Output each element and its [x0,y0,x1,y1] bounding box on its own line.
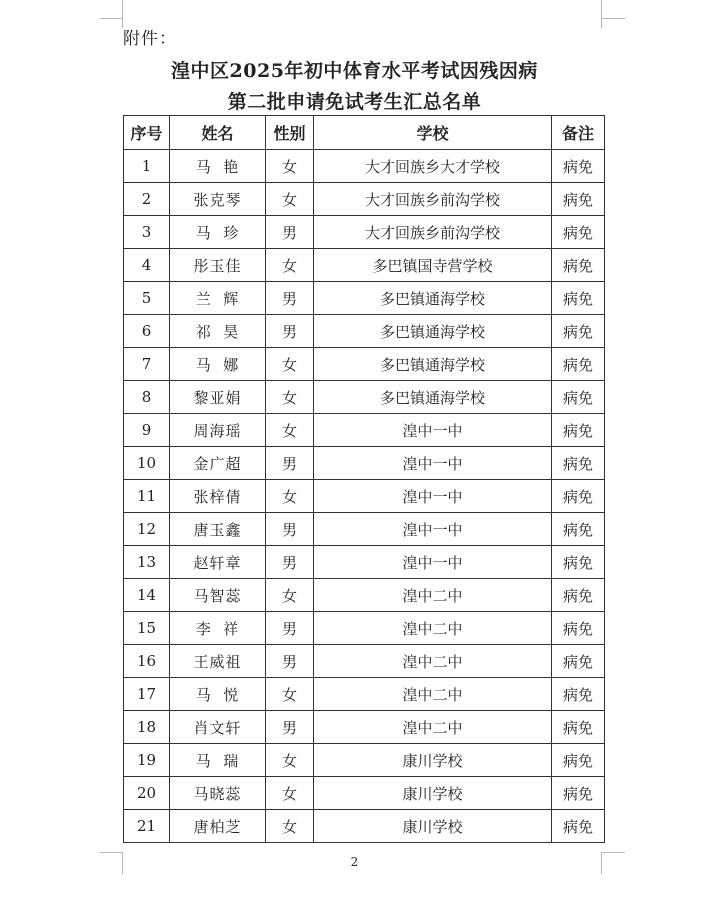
index-cell: 7 [124,348,170,381]
table-row [124,315,605,348]
header-cell-name: 姓名 [170,116,266,150]
attachment-label: 附件： [123,29,177,49]
school-cell: 湟中二中 [314,711,552,744]
remark-cell: 病免 [552,513,605,546]
name-cell: 唐柏芝 [170,810,266,843]
name-cell: 彤玉佳 [170,249,266,282]
gender-cell: 女 [266,414,314,447]
table-body [124,150,605,843]
table-row [124,282,605,315]
school-cell: 多巴镇通海学校 [314,381,552,414]
remark-cell: 病免 [552,711,605,744]
name-cell: 王威祖 [170,645,266,678]
table-row [124,216,605,249]
index-cell: 4 [124,249,170,282]
gender-cell: 女 [266,744,314,777]
remark-cell: 病免 [552,579,605,612]
remark-cell: 病免 [552,414,605,447]
index-cell: 20 [124,777,170,810]
gender-cell: 男 [266,612,314,645]
name-cell: 马 艳 [170,150,266,183]
name-cell: 祁 昊 [170,315,266,348]
name-cell: 兰 辉 [170,282,266,315]
remark-cell: 病免 [552,744,605,777]
page-number: 2 [350,855,359,869]
remark-cell: 病免 [552,612,605,645]
gender-cell: 女 [266,777,314,810]
crop-mark [601,18,625,19]
school-cell: 湟中一中 [314,480,552,513]
header-cell-remark: 备注 [552,116,605,150]
index-cell: 1 [124,150,170,183]
table-row [124,711,605,744]
document-title-line-2: 第二批申请免试考生汇总名单 [227,91,482,113]
table-row [124,183,605,216]
gender-cell: 女 [266,678,314,711]
gender-cell: 女 [266,348,314,381]
remark-cell: 病免 [552,183,605,216]
gender-cell: 男 [266,711,314,744]
index-cell: 2 [124,183,170,216]
name-cell: 赵轩章 [170,546,266,579]
school-cell: 大才回族乡前沟学校 [314,183,552,216]
name-cell: 张梓倩 [170,480,266,513]
index-cell: 8 [124,381,170,414]
school-cell: 湟中一中 [314,546,552,579]
gender-cell: 男 [266,645,314,678]
table-row [124,480,605,513]
index-cell: 6 [124,315,170,348]
index-cell: 3 [124,216,170,249]
index-cell: 5 [124,282,170,315]
gender-cell: 男 [266,513,314,546]
name-cell: 肖文轩 [170,711,266,744]
school-cell: 湟中一中 [314,513,552,546]
name-cell: 张克琴 [170,183,266,216]
school-cell: 大才回族乡大才学校 [314,150,552,183]
index-cell: 19 [124,744,170,777]
remark-cell: 病免 [552,546,605,579]
index-cell: 21 [124,810,170,843]
remark-cell: 病免 [552,777,605,810]
school-cell: 多巴镇通海学校 [314,348,552,381]
school-cell: 多巴镇通海学校 [314,315,552,348]
name-cell: 金广超 [170,447,266,480]
table-row [124,249,605,282]
name-cell: 马 瑞 [170,744,266,777]
gender-cell: 女 [266,249,314,282]
table-row [124,645,605,678]
remark-cell: 病免 [552,810,605,843]
name-cell: 马 悦 [170,678,266,711]
gender-cell: 女 [266,480,314,513]
remark-cell: 病免 [552,249,605,282]
gender-cell: 男 [266,546,314,579]
school-cell: 湟中一中 [314,414,552,447]
remark-cell: 病免 [552,645,605,678]
table-row [124,744,605,777]
index-cell: 17 [124,678,170,711]
table-row [124,777,605,810]
school-cell: 康川学校 [314,777,552,810]
remark-cell: 病免 [552,480,605,513]
crop-mark [601,0,602,28]
name-cell: 李 祥 [170,612,266,645]
table-row [124,546,605,579]
school-cell: 湟中一中 [314,447,552,480]
name-cell: 马 娜 [170,348,266,381]
table-row [124,612,605,645]
table-row [124,678,605,711]
crop-mark [601,852,625,853]
remark-cell: 病免 [552,150,605,183]
remark-cell: 病免 [552,678,605,711]
school-cell: 湟中二中 [314,612,552,645]
name-cell: 黎亚娟 [170,381,266,414]
name-cell: 马晓蕊 [170,777,266,810]
gender-cell: 女 [266,150,314,183]
gender-cell: 男 [266,282,314,315]
table-row [124,579,605,612]
name-cell: 马智蕊 [170,579,266,612]
crop-mark [100,18,122,19]
header-cell-index: 序号 [124,116,170,150]
table-row [124,513,605,546]
index-cell: 13 [124,546,170,579]
index-cell: 18 [124,711,170,744]
index-cell: 16 [124,645,170,678]
remark-cell: 病免 [552,381,605,414]
remark-cell: 病免 [552,216,605,249]
school-cell: 康川学校 [314,744,552,777]
table-header-row [124,116,605,150]
school-cell: 康川学校 [314,810,552,843]
remark-cell: 病免 [552,348,605,381]
header-cell-gender: 性别 [266,116,314,150]
table-row [124,810,605,843]
index-cell: 9 [124,414,170,447]
index-cell: 15 [124,612,170,645]
name-cell: 唐玉鑫 [170,513,266,546]
header-cell-school: 学校 [314,116,552,150]
name-cell: 周海瑶 [170,414,266,447]
school-cell: 大才回族乡前沟学校 [314,216,552,249]
school-cell: 多巴镇通海学校 [314,282,552,315]
gender-cell: 女 [266,579,314,612]
exemption-roster-table [123,115,605,843]
gender-cell: 男 [266,216,314,249]
table-row [124,348,605,381]
document-title-line-1: 湟中区2025年初中体育水平考试因残因病 [171,60,538,82]
table-row [124,447,605,480]
gender-cell: 女 [266,810,314,843]
remark-cell: 病免 [552,282,605,315]
remark-cell: 病免 [552,315,605,348]
gender-cell: 女 [266,183,314,216]
school-cell: 湟中二中 [314,678,552,711]
index-cell: 10 [124,447,170,480]
table-row [124,414,605,447]
index-cell: 14 [124,579,170,612]
remark-cell: 病免 [552,447,605,480]
name-cell: 马 珍 [170,216,266,249]
school-cell: 湟中二中 [314,645,552,678]
table-row [124,150,605,183]
gender-cell: 男 [266,315,314,348]
gender-cell: 男 [266,447,314,480]
gender-cell: 女 [266,381,314,414]
index-cell: 11 [124,480,170,513]
table-row [124,381,605,414]
crop-mark [100,852,122,853]
school-cell: 多巴镇国寺营学校 [314,249,552,282]
index-cell: 12 [124,513,170,546]
school-cell: 湟中二中 [314,579,552,612]
